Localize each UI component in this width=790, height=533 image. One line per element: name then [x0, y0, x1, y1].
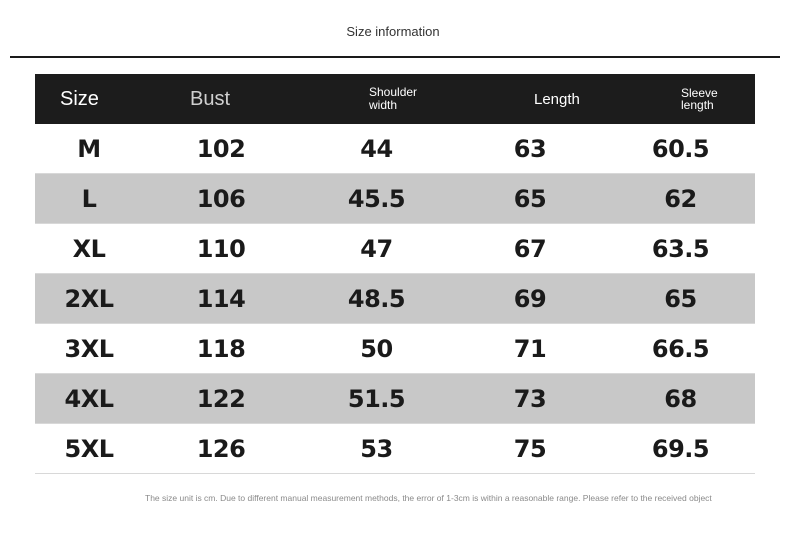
- table-row: [35, 174, 755, 224]
- header-sleeve-line2: length: [681, 98, 714, 112]
- header-shoulder-line1: Shoulder: [369, 85, 418, 99]
- cell-sleeve: 63.5: [651, 234, 710, 263]
- cell-shoulder: 51.5: [347, 384, 406, 413]
- cell-length: 65: [513, 184, 547, 213]
- table-row: [35, 274, 755, 324]
- cell-shoulder: 53: [360, 434, 393, 463]
- cell-bust: 110: [196, 234, 246, 263]
- cell-length: 67: [513, 234, 547, 263]
- header-length: Length: [534, 90, 580, 108]
- cell-bust: 106: [196, 184, 246, 213]
- cell-size: 4XL: [64, 384, 114, 413]
- header-bust: Bust: [190, 87, 231, 110]
- header-shoulder-line2: width: [369, 98, 398, 112]
- cell-shoulder: 44: [360, 134, 393, 163]
- cell-size: 2XL: [64, 284, 114, 313]
- cell-size: XL: [72, 234, 106, 263]
- cell-size: L: [81, 184, 97, 213]
- cell-length: 71: [513, 334, 547, 363]
- page-title: Size information: [346, 24, 440, 39]
- table-row: [35, 124, 755, 174]
- cell-shoulder: 47: [360, 234, 393, 263]
- header-sleeve-length: [606, 87, 755, 111]
- cell-bust: 126: [196, 434, 246, 463]
- cell-bust: 122: [196, 384, 246, 413]
- cell-sleeve: 68: [664, 384, 697, 413]
- cell-sleeve: 69.5: [651, 434, 710, 463]
- cell-size: 5XL: [64, 434, 114, 463]
- title-divider: [10, 56, 780, 58]
- cell-sleeve: 62: [664, 184, 697, 213]
- table-header: [35, 74, 755, 124]
- header-size: Size: [60, 87, 99, 110]
- size-table: [35, 74, 755, 474]
- table-row: [35, 374, 755, 424]
- header-sleeve-line1: Sleeve: [681, 86, 718, 100]
- cell-bust: 114: [196, 284, 246, 313]
- cell-bust: 102: [196, 134, 246, 163]
- cell-shoulder: 50: [360, 334, 393, 363]
- cell-sleeve: 65: [664, 284, 697, 313]
- header-shoulder-width: [299, 86, 454, 112]
- cell-length: 73: [513, 384, 547, 413]
- table-row: [35, 224, 755, 274]
- cell-size: M: [77, 134, 101, 163]
- cell-sleeve: 60.5: [651, 134, 710, 163]
- cell-shoulder: 48.5: [347, 284, 406, 313]
- table-row: [35, 324, 755, 374]
- cell-length: 63: [513, 134, 547, 163]
- cell-length: 75: [513, 434, 547, 463]
- cell-bust: 118: [196, 334, 246, 363]
- measurement-footnote: The size unit is cm. Due to different manual measurement methods, the error of 1-3cm is within a reasonable range. Please refer to the received object: [145, 493, 712, 503]
- table-row: [35, 424, 755, 474]
- cell-sleeve: 66.5: [651, 334, 710, 363]
- cell-shoulder: 45.5: [347, 184, 406, 213]
- cell-size: 3XL: [64, 334, 114, 363]
- cell-length: 69: [513, 284, 547, 313]
